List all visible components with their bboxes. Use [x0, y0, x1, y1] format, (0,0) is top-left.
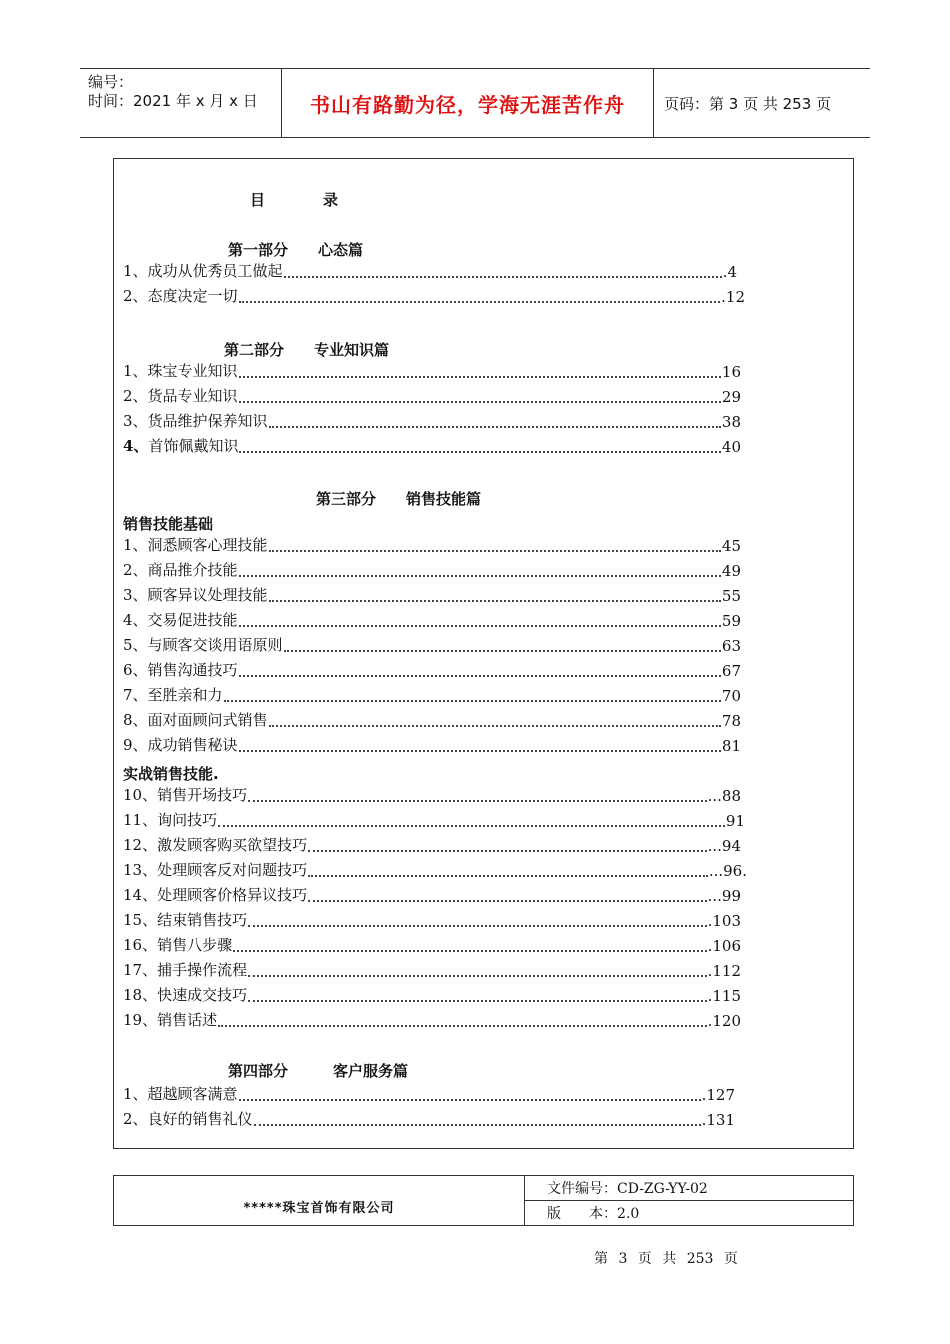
leader-dots: [269, 416, 721, 428]
toc-entry[interactable]: [123, 635, 741, 655]
entry-page: 45: [721, 537, 741, 555]
page-header: [80, 68, 870, 138]
entry-number: 13、: [123, 861, 158, 879]
header-page-info: 页码：第 3 页 共 253 页: [664, 94, 832, 113]
entry-title: 捕手操作流程: [157, 961, 248, 979]
toc-entry[interactable]: [123, 1084, 735, 1104]
header-motto: [282, 69, 654, 137]
part-heading-1: 第一部分 心态篇: [228, 241, 364, 259]
entry-title: 询问技巧: [157, 811, 218, 829]
number-label: 编号：: [88, 73, 134, 91]
entry-number: 1、: [123, 362, 148, 380]
entry-page: .131: [701, 1111, 735, 1129]
leader-dots: [308, 890, 706, 902]
date-label: 时间：2021 年 x 月 x 日: [88, 92, 258, 110]
leader-dots: [239, 565, 721, 577]
entry-number: 3、: [123, 586, 148, 604]
leader-dots: [308, 865, 708, 877]
document-footer-table: [113, 1175, 854, 1226]
entry-number: 12、: [123, 836, 158, 854]
toc-title-a: 目: [250, 191, 266, 209]
entry-number: 18、: [123, 986, 158, 1004]
entry-page: 16: [721, 363, 741, 381]
leader-dots: [239, 366, 721, 378]
entry-title: 处理顾客价格异议技巧: [157, 886, 308, 904]
entry-page: .106: [707, 937, 741, 955]
entry-title: 销售八步骤: [157, 936, 233, 954]
entry-page: 49: [721, 562, 741, 580]
entry-number: 14、: [123, 886, 158, 904]
leader-dots: [248, 990, 706, 1002]
part-heading-2: 第二部分 专业知识篇: [224, 341, 390, 359]
entry-number: 16、: [123, 936, 158, 954]
toc-entry[interactable]: [123, 436, 741, 456]
leader-dots: [218, 815, 725, 827]
toc-entry[interactable]: [123, 361, 741, 381]
leader-dots: [239, 665, 721, 677]
leader-dots: [239, 441, 720, 453]
entry-number: 17、: [123, 961, 158, 979]
toc-entry[interactable]: [123, 985, 741, 1005]
entry-page: 55: [721, 587, 741, 605]
entry-title: 销售话述: [157, 1011, 218, 1029]
leader-dots: [239, 740, 721, 752]
entry-number: 2、: [123, 287, 148, 305]
toc-entry[interactable]: [123, 710, 741, 730]
table-of-contents: [113, 158, 854, 1149]
toc-entry[interactable]: [123, 785, 741, 805]
entry-page: 29: [721, 388, 741, 406]
entry-title: 成功销售秘诀: [147, 736, 238, 754]
leader-dots: [284, 640, 721, 652]
entry-page: .4: [722, 263, 737, 281]
entry-page: 78: [721, 712, 741, 730]
entry-page: 70: [721, 687, 741, 705]
entry-title: 货品专业知识: [147, 387, 238, 405]
toc-entry[interactable]: [123, 860, 747, 880]
toc-entry[interactable]: [123, 535, 741, 555]
entry-page: .12: [721, 288, 745, 306]
leader-dots: [239, 1089, 701, 1101]
entry-title: 销售开场技巧: [157, 786, 248, 804]
leader-dots: [248, 790, 706, 802]
toc-title-b: 录: [323, 191, 339, 209]
toc-entry[interactable]: [123, 560, 741, 580]
entry-number: 2、: [123, 387, 148, 405]
entry-title: 洞悉顾客心理技能: [147, 536, 268, 554]
leader-dots: [254, 1114, 701, 1126]
entry-number: 19、: [123, 1011, 158, 1029]
entry-title: 超越顾客满意: [147, 1085, 238, 1103]
toc-entry[interactable]: [123, 1109, 735, 1129]
entry-number: 7、: [123, 686, 148, 704]
entry-title: 态度决定一切: [147, 287, 238, 305]
leader-dots: [269, 540, 721, 552]
entry-number: 2、: [123, 1110, 148, 1128]
entry-title: 良好的销售礼仪: [147, 1110, 253, 1128]
entry-page: .127: [701, 1086, 735, 1104]
entry-page: 63: [721, 637, 741, 655]
entry-page: 81: [721, 737, 741, 755]
entry-page: 38: [721, 413, 741, 431]
toc-entry[interactable]: [123, 910, 741, 930]
entry-number: 10、: [123, 786, 158, 804]
leader-dots: [269, 715, 721, 727]
entry-title: 珠宝专业知识: [147, 362, 238, 380]
leader-dots: [308, 840, 706, 852]
toc-entry[interactable]: [123, 810, 745, 830]
entry-number: 6、: [123, 661, 148, 679]
leader-dots: [233, 940, 706, 952]
subhead-practical: 实战销售技能.: [123, 765, 219, 783]
entry-title: 首饰佩戴知识: [148, 437, 239, 455]
part-heading-3: 第三部分 销售技能篇: [316, 490, 482, 508]
entry-page: ...99: [707, 887, 741, 905]
entry-number: 1、: [123, 1085, 148, 1103]
leader-dots: [284, 266, 722, 278]
entry-page: ...96.: [708, 862, 747, 880]
entry-title: 与顾客交谈用语原则: [147, 636, 283, 654]
leader-dots: [248, 965, 706, 977]
entry-page: .120: [707, 1012, 741, 1030]
toc-entry[interactable]: [123, 835, 741, 855]
toc-entry[interactable]: [123, 261, 737, 281]
document-meta: [525, 1176, 853, 1225]
entry-number: 9、: [123, 736, 148, 754]
entry-title: 交易促进技能: [147, 611, 238, 629]
leader-dots: [218, 1015, 706, 1027]
toc-entry[interactable]: [123, 386, 741, 406]
entry-number: 11、: [123, 811, 158, 829]
entry-number: 1、: [123, 262, 148, 280]
entry-number: 3、: [123, 412, 148, 430]
entry-number: 15、: [123, 911, 158, 929]
toc-entry[interactable]: [123, 411, 741, 431]
entry-page: 67: [721, 662, 741, 680]
doc-number: 文件编号：CD-ZG-YY-02: [547, 1181, 708, 1197]
entry-number: 1、: [123, 536, 148, 554]
leader-dots: [239, 391, 721, 403]
toc-entry[interactable]: [123, 935, 741, 955]
entry-title: 激发顾客购买欲望技巧: [157, 836, 308, 854]
entry-title: 销售沟通技巧: [147, 661, 238, 679]
entry-page: 91: [725, 812, 745, 830]
leader-dots: [248, 915, 706, 927]
toc-entry[interactable]: [123, 1010, 741, 1030]
entry-page: .103: [707, 912, 741, 930]
entry-page: ...94: [707, 837, 741, 855]
entry-page: .115: [707, 987, 741, 1005]
toc-entry[interactable]: [123, 585, 741, 605]
toc-entry[interactable]: [123, 660, 741, 680]
entry-number: 4、: [123, 437, 149, 455]
toc-entry[interactable]: [123, 960, 741, 980]
entry-number: 4、: [123, 611, 148, 629]
entry-title: 结束销售技巧: [157, 911, 248, 929]
toc-title: [250, 189, 338, 210]
entry-number: 5、: [123, 636, 148, 654]
toc-entry[interactable]: [123, 610, 741, 630]
entry-number: 2、: [123, 561, 148, 579]
entry-title: 至胜亲和力: [147, 686, 223, 704]
toc-entry[interactable]: [123, 885, 741, 905]
leader-dots: [269, 590, 721, 602]
entry-page: ...88: [707, 787, 741, 805]
motto-text: 书山有路勤为径，学海无涯苦作舟: [310, 92, 625, 117]
entry-number: 8、: [123, 711, 148, 729]
header-meta: [80, 69, 282, 137]
leader-dots: [239, 615, 721, 627]
entry-title: 快速成交技巧: [157, 986, 248, 1004]
entry-title: 处理顾客反对问题技巧: [157, 861, 308, 879]
entry-title: 顾客异议处理技能: [147, 586, 268, 604]
entry-page: 59: [721, 612, 741, 630]
toc-entry[interactable]: [123, 685, 741, 705]
entry-title: 成功从优秀员工做起: [147, 262, 283, 280]
toc-entry[interactable]: [123, 286, 745, 306]
subhead-basics: 销售技能基础: [123, 515, 214, 533]
page-footer: 第 3 页 共 253 页: [594, 1251, 738, 1267]
leader-dots: [239, 291, 721, 303]
entry-page: .112: [707, 962, 741, 980]
toc-entry[interactable]: [123, 735, 741, 755]
part-heading-4: 第四部分 客户服务篇: [228, 1062, 409, 1080]
entry-title: 面对面顾问式销售: [147, 711, 268, 729]
entry-page: 40: [721, 438, 741, 456]
entry-title: 货品维护保养知识: [147, 412, 268, 430]
doc-version: 版 本：2.0: [525, 1200, 853, 1225]
leader-dots: [224, 690, 721, 702]
entry-title: 商品推介技能: [147, 561, 238, 579]
company-name: *****珠宝首饰有限公司: [114, 1176, 525, 1225]
